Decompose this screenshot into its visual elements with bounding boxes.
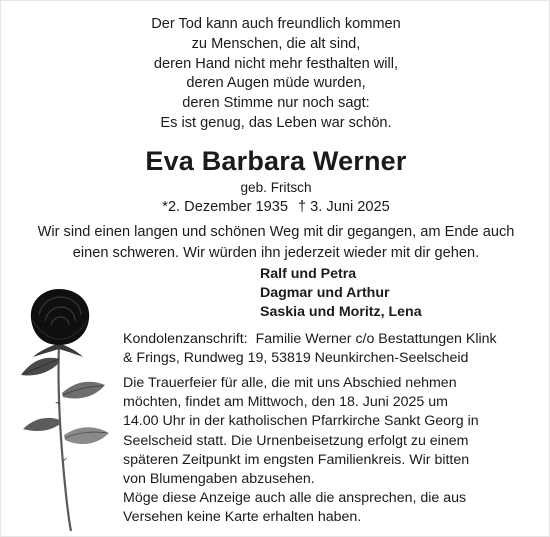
mourner-name: Dagmar und Arthur	[260, 285, 390, 302]
rose-thorn	[63, 457, 68, 461]
mourner-name: Ralf und Petra	[260, 266, 357, 282]
poem	[1, 15, 550, 134]
ceremony-line: späteren Zeitpunkt im engsten Familienkreis. Wir bitten	[123, 451, 470, 468]
farewell-text	[1, 222, 550, 263]
ceremony-line: möchten, findet am Mittwoch, den 18. Juni 2025 um	[123, 394, 448, 411]
ceremony-line: Seelscheid statt. Die Urnenbeisetzung erfolgt zu einem	[123, 432, 469, 449]
ceremony-line: 14.00 Uhr in der katholischen Pfarrkirche Sankt Georg in	[123, 413, 479, 430]
ceremony-text	[123, 374, 543, 528]
rose-thorn	[55, 402, 60, 405]
poem-line: deren Stimme nur noch sagt:	[182, 95, 370, 112]
ceremony-line: Die Trauerfeier für alle, die mit uns Abschied nehmen	[123, 375, 457, 391]
poem-line: Es ist genug, das Leben war schön.	[160, 114, 392, 131]
poem-line: deren Augen müde wurden,	[186, 75, 366, 92]
condolence-label: Kondolenzanschrift:	[123, 331, 248, 347]
mourners-list	[260, 265, 422, 323]
condolence-line: & Frings, Rundweg 19, 53819 Neunkirchen-Seelscheid	[123, 350, 469, 367]
condolence-line: Familie Werner c/o Bestattungen Klink	[255, 331, 497, 347]
ceremony-line: Versehen keine Karte erhalten haben.	[123, 509, 362, 526]
poem-line: zu Menschen, die alt sind,	[191, 35, 361, 52]
rose-leaves	[21, 358, 109, 444]
birth-date: *2. Dezember 1935	[162, 199, 289, 215]
ceremony-line: von Blumengaben abzusehen.	[123, 471, 315, 488]
death-date: † 3. Juni 2025	[298, 199, 390, 215]
farewell-line: Wir sind einen langen und schönen Weg mit dir gegangen, am Ende auch	[37, 224, 515, 240]
farewell-line: einen schweren. Wir würden ihn jederzeit wieder mit dir gehen.	[72, 244, 480, 261]
life-dates	[1, 198, 550, 217]
deceased-name: Eva Barbara Werner	[145, 146, 407, 176]
poem-line: Der Tod kann auch freundlich kommen	[151, 16, 401, 32]
condolence-address	[123, 330, 543, 368]
ceremony-line: Möge diese Anzeige auch alle die ansprechen, die aus	[123, 490, 467, 507]
rose-bloom	[31, 289, 89, 345]
birth-name: geb. Fritsch	[240, 180, 312, 195]
poem-line: deren Hand nicht mehr festhalten will,	[153, 55, 399, 72]
rose-illustration	[9, 285, 113, 533]
mourner-name: Saskia und Moritz, Lena	[260, 304, 422, 321]
